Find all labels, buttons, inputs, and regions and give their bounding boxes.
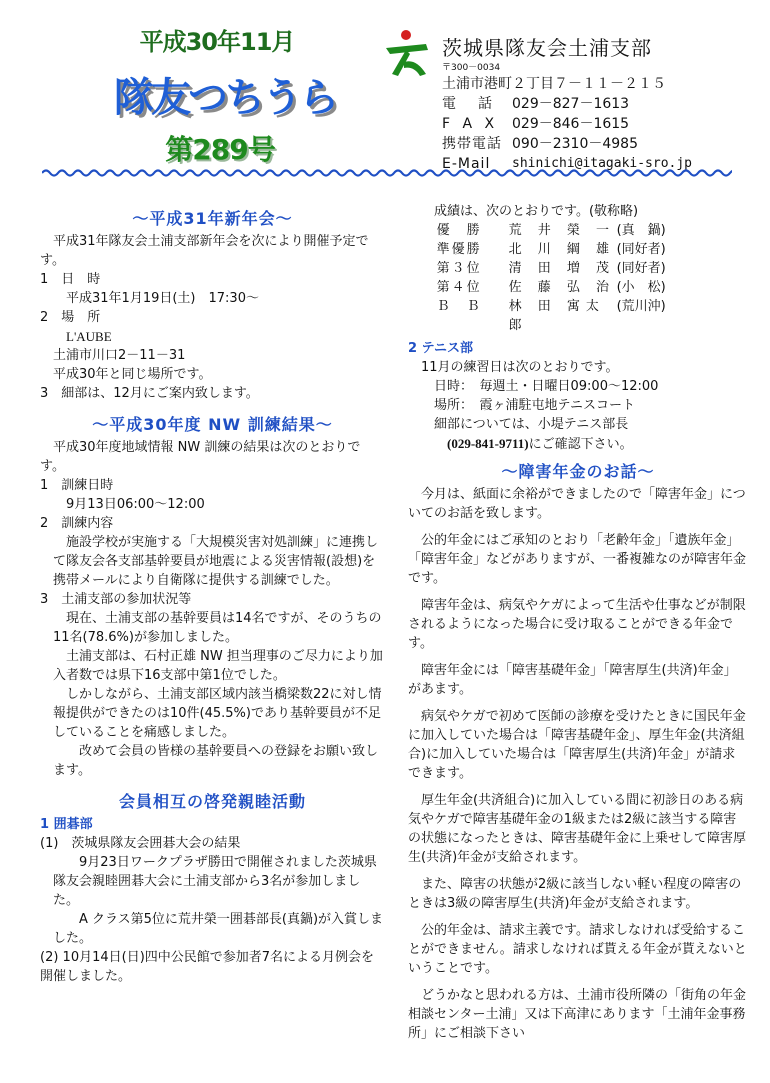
- email-address[interactable]: shinichi@itagaki-sro.jp: [512, 156, 693, 171]
- tennis-phone: (029-841-9711): [447, 436, 529, 451]
- pension-paragraph: 病気やケガで初めて医師の診療を受けたときに国民年金に加入していた場合は「障害基礎年金」、厚生年金(共済組合)に加入していた場合は「障害厚生(共済)年金」が請求できます。: [408, 709, 746, 781]
- pension-paragraph: 障害年金は、病気やケガによって生活や仕事などが制限されるようになった場合に受け取ることができる年金です。: [408, 598, 746, 651]
- postal-code: 〒300－0034: [442, 63, 501, 73]
- member-activities-heading: 会員相互の啓発親睦活動: [118, 792, 306, 811]
- pension-paragraph: 公的年金は、請求主義です。請求しなければ受給することができません。請求しなければ貰える年金が貰えないということです。: [408, 923, 747, 976]
- tel-number: 029－827－1613: [512, 96, 630, 112]
- left-column: ～平成31年新年会～ 平成31年隊友会土浦支部新年会を次により開催予定です。 1 日 時 平成31年1月19日(土) 17:30～ 2 場 所 L'AUBE 土浦市川口2－11－31 平成30年と同じ場所です。 3 細部は、12月にご案内致します。 ～平成30年度 NW 訓練結果～ 平成30年度地域情報 NW 訓練の結果は次のとおりです。 1 訓練日時 9月13日06:00～12:00 2 訓練内容 施設学校が実施する「大規模災害対処訓練」に連携して隊友会各支部基幹要員が地震による災害情報(設想)を携帯メールにより自衛隊に提供する訓練でした。 3 土浦支部の参加状況等 現在、土浦支部の基幹要員は14名ですが、そのうちの11名(78.6%)が参加しました。 土浦支部は、石村正雄 NW 担当理事のご尽力により加入者数では県下16支部中第1位でした。 しかしながら、土浦支部区域内該当橋梁数22に対し情報提供ができたのは10件(45.5%)であり基幹要員が不足していることを痛感しました。 改めて会員の皆様の基幹要員への登録をお願い致します。 会員相互の啓発親睦活動 1 囲碁部 (1) 茨城県隊友会囲碁大会の結果 9月23日ワークプラザ勝田で開催されました茨城県隊友会親睦囲碁大会に土浦支部から3名が参加しました。 A クラス第5位に荒井榮一囲碁部長(真鍋)が入賞しました。 (2) 10月14日(日)四中公民館で参加者7名による月例会を開催しました。: [40, 209, 384, 984]
- go-club-subheading: 1 囲碁部: [40, 817, 93, 832]
- pension-paragraph: どうかなと思われる方は、土浦市役所隣の「街角の年金相談センター土浦」又は下高津にあります「土浦年金事務所」にご相談下さい: [408, 988, 747, 1041]
- issue-number-title: 第289号: [165, 133, 275, 166]
- pension-paragraph: 障害年金には「障害基礎年金」「障害厚生(共済)年金」があます。: [408, 663, 737, 697]
- wavy-divider: [42, 168, 732, 178]
- results-table: [408, 221, 748, 335]
- result-row: 第３位 清 田 増 茂 (同好者): [436, 261, 666, 276]
- newsletter-title: 隊友つちうら: [114, 75, 336, 121]
- result-row: Ｂ Ｂ 林 田 寓太郎 (荒川沖): [436, 299, 666, 333]
- pension-article: [408, 485, 748, 1043]
- mobile-row: 携帯電話 090－2310－4985: [442, 136, 638, 152]
- tennis-subheading: 2 テニス部: [408, 341, 474, 356]
- green-tomo-logo-icon: [382, 28, 434, 78]
- new-year-party-heading: ～平成31年新年会～: [132, 209, 293, 228]
- fax-number: 029－846－1615: [512, 116, 630, 132]
- pension-paragraph: 厚生年金(共済組合)に加入している間に初診日のある病気やケガで障害基礎年金の1級または2級に該当する障害の状態になったときは、障害基礎年金に上乗せして障害厚生(共済)年金が支給されます。: [408, 793, 747, 865]
- pension-paragraph: 今月は、紙面に余裕ができましたので「障害年金」についてのお話を致します。: [408, 487, 746, 521]
- tel-row: 電 話 029－827－1613: [442, 96, 630, 112]
- email-row: E-Mail shinichi@itagaki-sro.jp: [442, 156, 693, 172]
- address: 土浦市港町２丁目７－１１－２１５: [442, 76, 666, 92]
- result-row: 優 勝 荒 井 榮 一 (真 鍋): [436, 223, 666, 238]
- mobile-number: 090－2310－4985: [512, 136, 638, 152]
- issue-date-title: 平成30年11月: [139, 28, 295, 56]
- contact-block: [442, 62, 692, 174]
- pension-heading: ～障害年金のお話～: [501, 462, 655, 481]
- right-column: 成績は、次のとおりです。(敬称略) 優 勝 荒 井 榮 一 (真 鍋) 準優勝 北 川 綱 雄 (同好者) 第３位 清 田 増 茂 (同好者) 第４位 佐 藤 弘 治 (小 松) Ｂ Ｂ 林 田 寓太郎 (荒川沖) 2 テニス部 11月の練習日は次のとおりです。 日時： 毎週土・日曜日09:00～12:00 場所： 霞ヶ浦駐屯地テニスコート 細部については、小堤テニス部長 (029-841-9711)にご確認下さい。 ～障害年金のお話～ 今月は、紙面に余裕ができましたので「障害年金」についてのお話を致します。 公的年金にはご承知のとおり「老齢年金」「遺族年金」「障害年金」などがありますが、一番複雑なのが障害年金です。 障害年金は、病気やケガによって生活や仕事などが制限されるようになった場合に受け取ることができる年金です。 障害年金には「障害基礎年金」「障害厚生(共済)年金」があます。 病気やケガで初めて医師の診療を受けたときに国民年金に加入していた場合は「障害基礎年金」、厚生年金(共済組合)に加入していた場合は「障害厚生(共済)年金」が請求できます。 厚生年金(共済組合)に加入している間に初診日のある病気やケガで障害基礎年金の1級または2級に該当する障害の状態になったときは、障害基礎年金に上乗せして障害厚生(共済)年金が支給されます。 また、障害の状態が2級に該当しない軽い程度の障害のときは3級の障害厚生(共済)年金が支給されます。 公的年金は、請求主義です。請求しなければ受給することができません。請求しなければ貰える年金が貰えないということです。 どうかなと思われる方は、土浦市役所隣の「街角の年金相談センター土浦」又は下高津にあります「土浦年金事務所」にご相談下さい: [408, 204, 747, 1041]
- nw-training-heading: ～平成30年度 NW 訓練結果～: [92, 415, 333, 434]
- result-row: 準優勝 北 川 綱 雄 (同好者): [436, 242, 666, 257]
- result-row: 第４位 佐 藤 弘 治 (小 松): [436, 280, 666, 295]
- pension-paragraph: また、障害の状態が2級に該当しない軽い程度の障害のときは3級の障害厚生(共済)年金が支給されます。: [408, 877, 742, 911]
- organization-name: 茨城県隊友会土浦支部: [442, 36, 652, 60]
- pension-paragraph: 公的年金にはご承知のとおり「老齢年金」「遺族年金」「障害年金」などがありますが、一番複雑なのが障害年金です。: [408, 533, 747, 586]
- fax-row: F A X 029－846－1615: [442, 116, 630, 132]
